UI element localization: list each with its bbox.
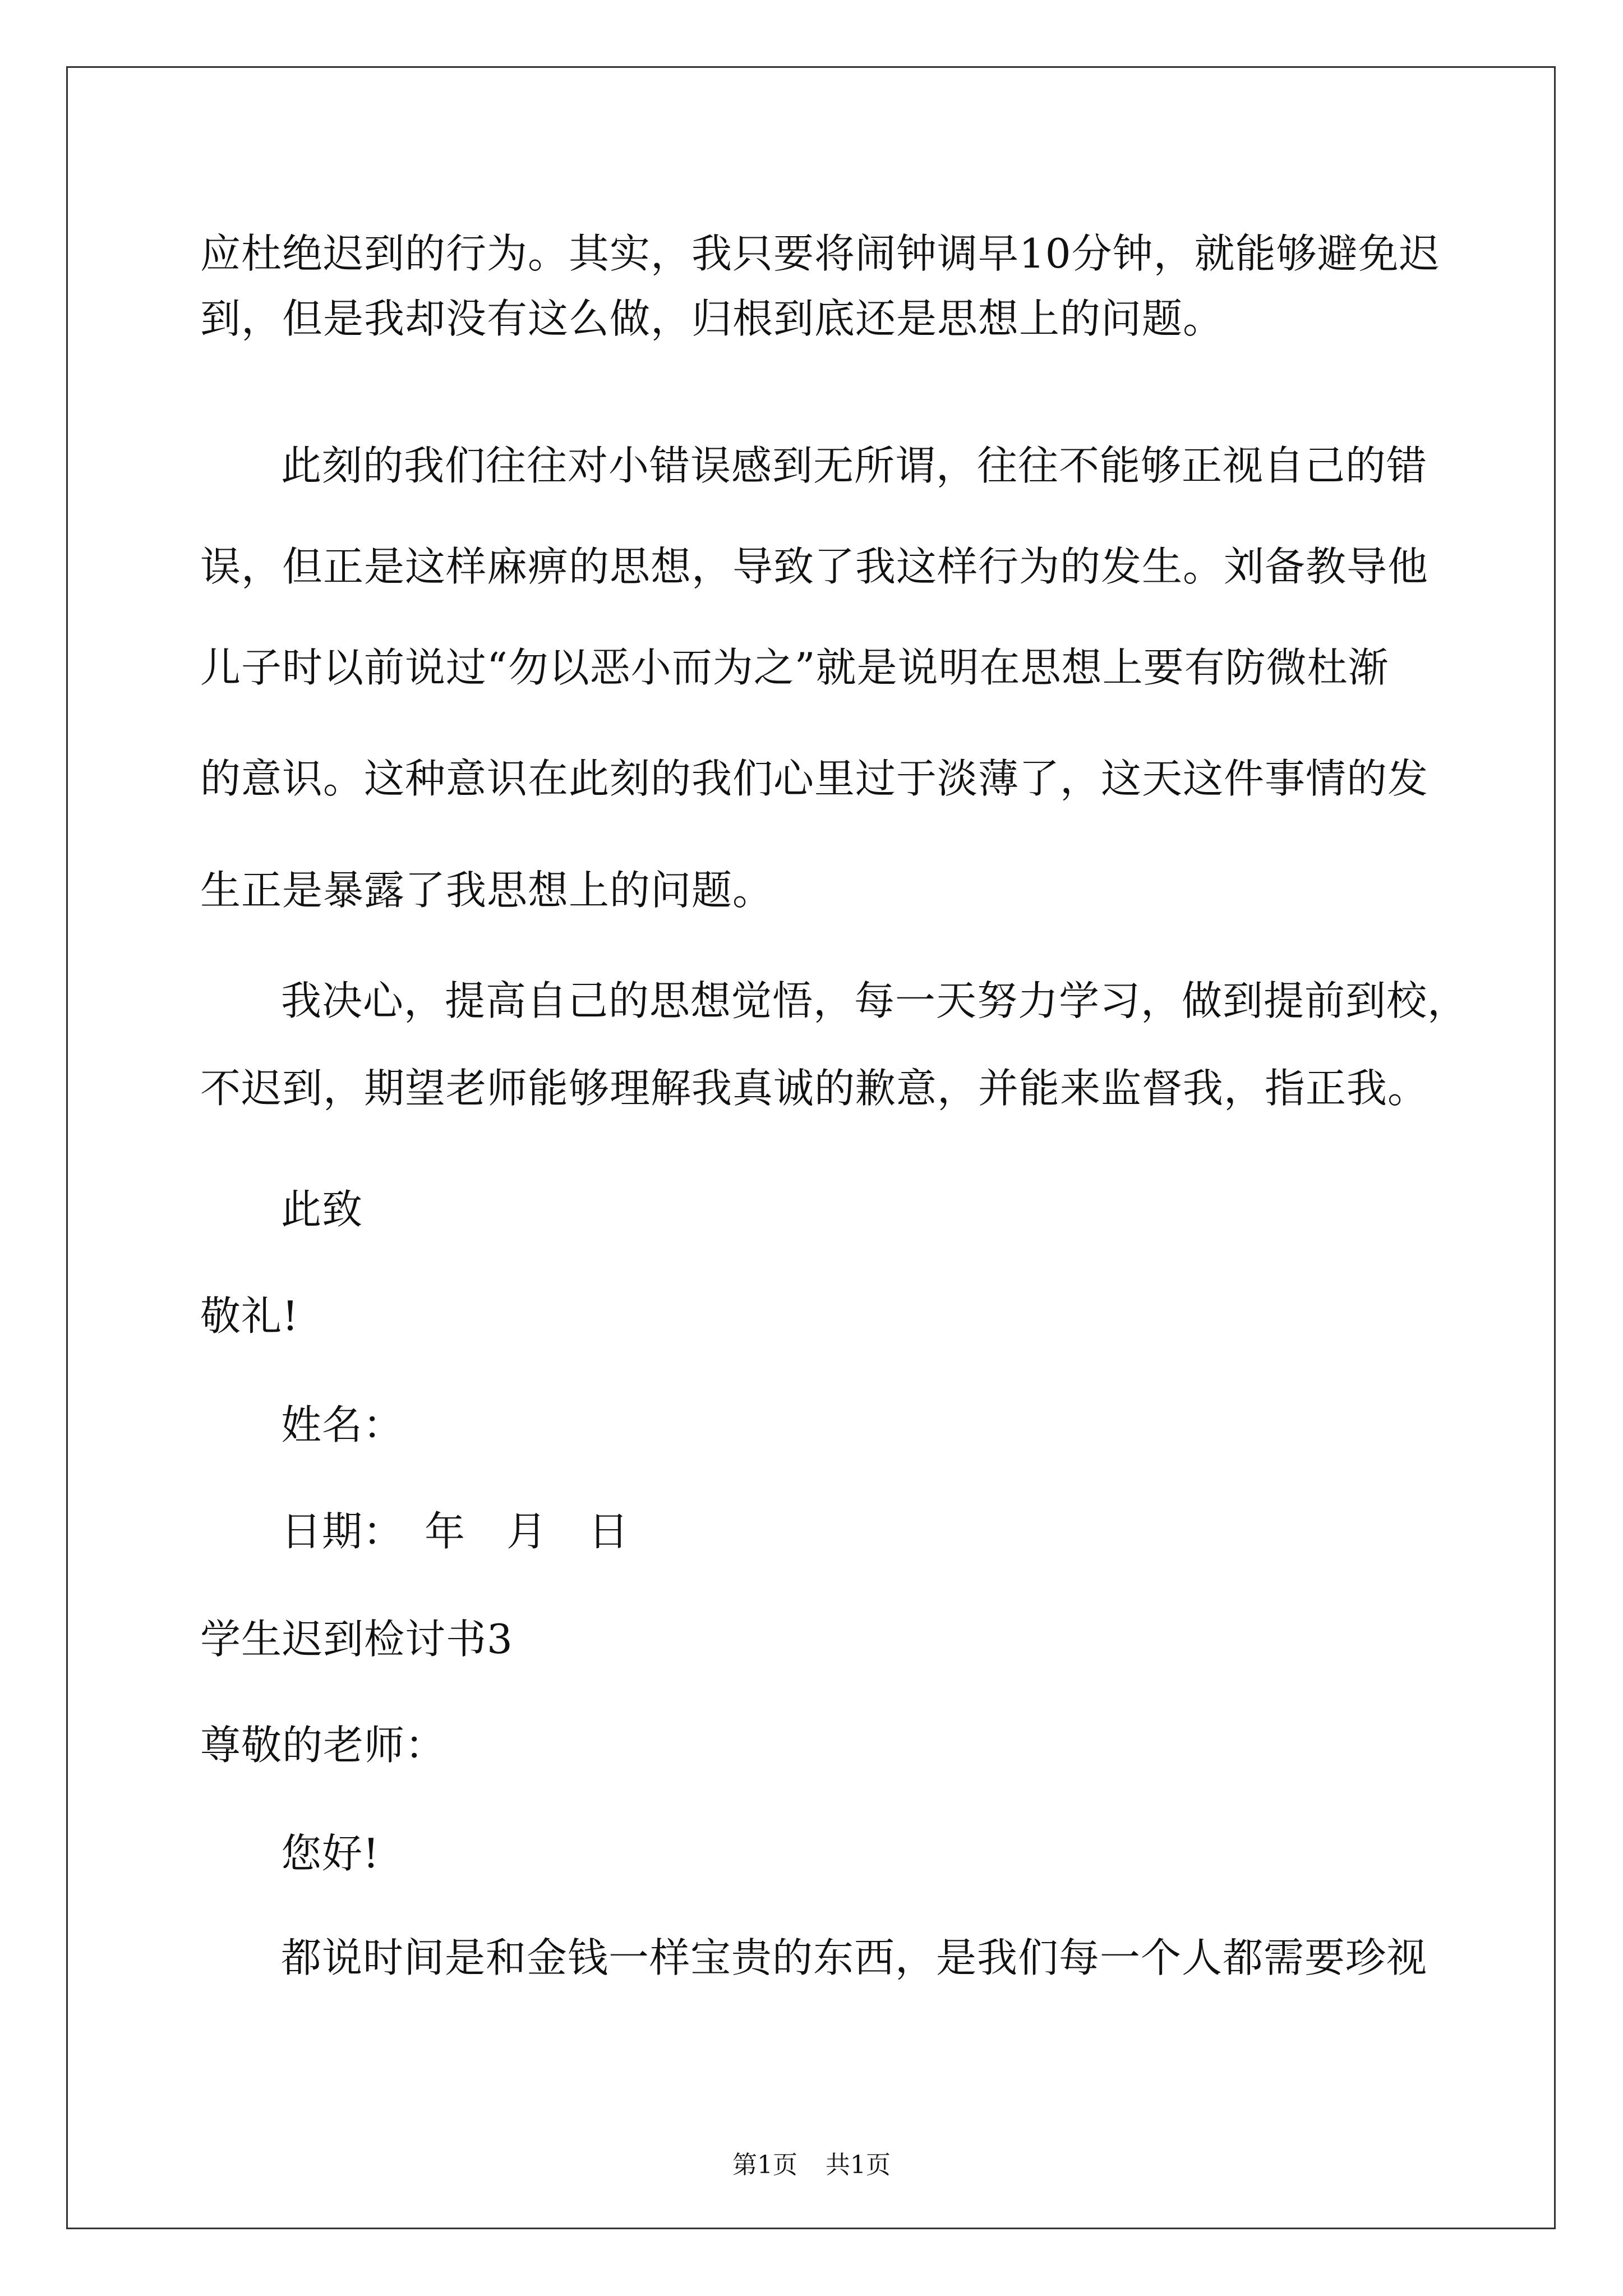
section-title: 学生迟到检讨书3 (200, 1616, 513, 1663)
paragraph-line: 到，但是我却没有这么做，归根到底还是思想上的问题。 (200, 295, 1224, 342)
closing-respect: 敬礼! (200, 1292, 299, 1340)
page-footer (0, 2153, 1623, 2178)
paragraph-line: 误，但正是这样麻痹的思想，导致了我这样行为的发生。刘备教导他 (200, 543, 1429, 590)
paragraph-line: 的意识。这种意识在此刻的我们心里过于淡薄了，这天这件事情的发 (200, 755, 1429, 802)
greeting: 您好! (281, 1830, 380, 1877)
signature-date: 日期： 年 月 日 (281, 1508, 630, 1555)
paragraph-line: 应杜绝迟到的行为。其实，我只要将闹钟调早10分钟，就能够避免迟 (200, 230, 1440, 277)
signature-name: 姓名： (281, 1401, 404, 1448)
page-total: 共1页 (826, 2151, 891, 2179)
greeting-recipient: 尊敬的老师： (200, 1722, 446, 1769)
paragraph-line: 都说时间是和金钱一样宝贵的东西，是我们每一个人都需要珍视 (281, 1934, 1428, 1981)
paragraph-line: 生正是暴露了我思想上的问题。 (200, 867, 774, 914)
page-border (66, 66, 1556, 2229)
paragraph-line: 不迟到，期望老师能够理解我真诚的歉意，并能来监督我，指正我。 (200, 1065, 1429, 1112)
closing-salutation: 此致 (281, 1186, 363, 1233)
paragraph-line: 我决心，提高自己的思想觉悟，每一天努力学习，做到提前到校， (281, 977, 1469, 1024)
paragraph-line: 儿子时以前说过“勿以恶小而为之”就是说明在思想上要有防微杜渐 (200, 644, 1389, 691)
page-number: 第1页 (732, 2151, 797, 2179)
paragraph-line: 此刻的我们往往对小错误感到无所谓，往往不能够正视自己的错 (281, 442, 1428, 489)
